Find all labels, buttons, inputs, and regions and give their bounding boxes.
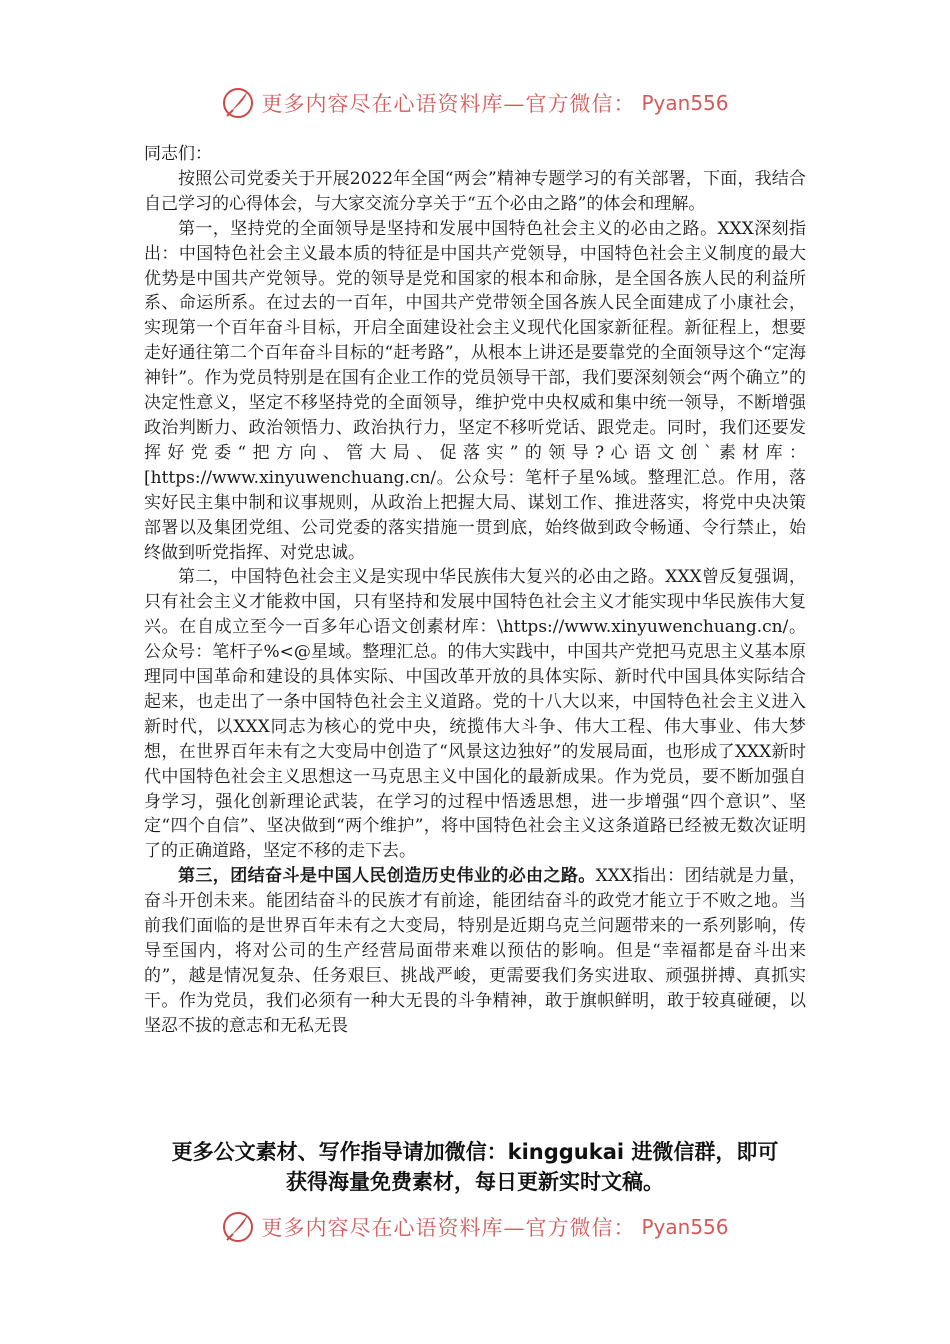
promo-notice bbox=[0, 1137, 950, 1197]
quill-logo-icon bbox=[221, 1210, 255, 1244]
greeting: 同志们： bbox=[144, 144, 212, 164]
banner-text: 更多内容尽在心语资料库—官方微信： bbox=[261, 1216, 636, 1240]
quill-logo-icon bbox=[221, 86, 255, 120]
paragraph-third-heading: 第三，团结奋斗是中国人民创造历史伟业的必由之路。 bbox=[178, 866, 596, 887]
banner-wechat-id: Pyan556 bbox=[641, 1215, 729, 1239]
footer-banner bbox=[0, 1210, 950, 1250]
promo-line-1: 更多公文素材、写作指导请加微信：kinggukai 进微信群，即可 bbox=[171, 1140, 779, 1164]
header-banner bbox=[0, 86, 950, 126]
paragraph-intro: 按照公司党委关于开展2022年全国“两会”精神专题学习的有关部署，下面，我结合自己学习的心得体会，与大家交流分享关于“五个必由之路”的体会和理解。 bbox=[144, 168, 806, 214]
paragraph-second: 第二，中国特色社会主义是实现中华民族伟大复兴的必由之路。XXX曾反复强调，只有社会主义才能救中国，只有坚持和发展中国特色社会主义才能实现中华民族伟大复兴。在自成立至今一百多年心语文创素材库：\https://www.xinyuwenchuang.cn/。公众号：笔杆子%<@星域。整理汇总。的伟大实践中，中国共产党把马克思主义基本原理同中国革命和建设的具体实际、中国改革开放的具体实际、新时代中国具体实际结合起来，也走出了一条中国特色社会主义道路。党的十八大以来，中国特色社会主义进入新时代，以XXX同志为核心的党中央，统揽伟大斗争、伟大工程、伟大事业、伟大梦想，在世界百年未有之大变局中创造了“风景这边独好”的发展局面，也形成了XXX新时代中国特色社会主义思想这一马克思主义中国化的最新成果。作为党员，要不断加强自身学习，强化创新理论武装，在学习的过程中悟透思想，进一步增强“四个意识”、坚定“四个自信”、坚决做到“两个维护”，将中国特色社会主义这条道路已经被无数次证明了的正确道路，坚定不移的走下去。 bbox=[144, 567, 806, 862]
banner-text: 更多内容尽在心语资料库—官方微信： bbox=[261, 92, 636, 116]
paragraph-third: 第三，团结奋斗是中国人民创造历史伟业的必由之路。XXX指出：团结就是力量，奋斗开创未来。能团结奋斗的民族才有前途，能团结奋斗的政党才能立于不败之地。当前我们面临的是世界百年未有之大变局，特别是近期乌克兰问题带来的一系列影响，传导至国内，将对公司的生产经营局面带来难以预估的影响。但是“幸福都是奋斗出来的”，越是情况复杂、任务艰巨、挑战严峻，更需要我们务实进取、顽强拼搏、真抓实干。作为党员，我们必须有一种大无畏的斗争精神，敢于旗帜鲜明，敢于较真碰硬，以坚忍不拔的意志和无私无畏 bbox=[144, 866, 806, 1036]
document-body bbox=[144, 142, 806, 1117]
paragraph-first: 第一，坚持党的全面领导是坚持和发展中国特色社会主义的必由之路。XXX深刻指出：中国特色社会主义最本质的特征是中国共产党领导，中国特色社会主义制度的最大优势是中国共产党领导。党的领导是党和国家的根本和命脉，是全国各族人民的利益所系、命运所系。在过去的一百年，中国共产党带领全国各族人民全面建成了小康社会，实现第一个百年奋斗目标，开启全面建设社会主义现代化国家新征程。新征程上，想要走好通往第二个百年奋斗目标的“赶考路”，从根本上讲还是要靠党的全面领导这个“定海神针”。作为党员特别是在国有企业工作的党员领导干部，我们要深刻领会“两个确立”的决定性意义，坚定不移坚持党的全面领导，维护党中央权威和集中统一领导，不断增强政治判断力、政治领悟力、政治执行力，坚定不移听党话、跟党走。同时，我们还要发挥好党委“把方向、管大局、促落实”的领导?心语文创`素材库：[https://www.xinyuwenchuang.cn/。公众号：笔杆子星%域。整理汇总。作用，落实好民主集中制和议事规则，从政治上把握大局、谋划工作、推进落实，将党中央决策部署以及集团党组、公司党委的落实措施一贯到底，始终做到政令畅通、令行禁止，始终做到听党指挥、对党忠诚。 bbox=[144, 218, 806, 563]
banner-wechat-id: Pyan556 bbox=[641, 91, 729, 115]
promo-line-2: 获得海量免费素材，每日更新实时文稿。 bbox=[286, 1170, 664, 1194]
